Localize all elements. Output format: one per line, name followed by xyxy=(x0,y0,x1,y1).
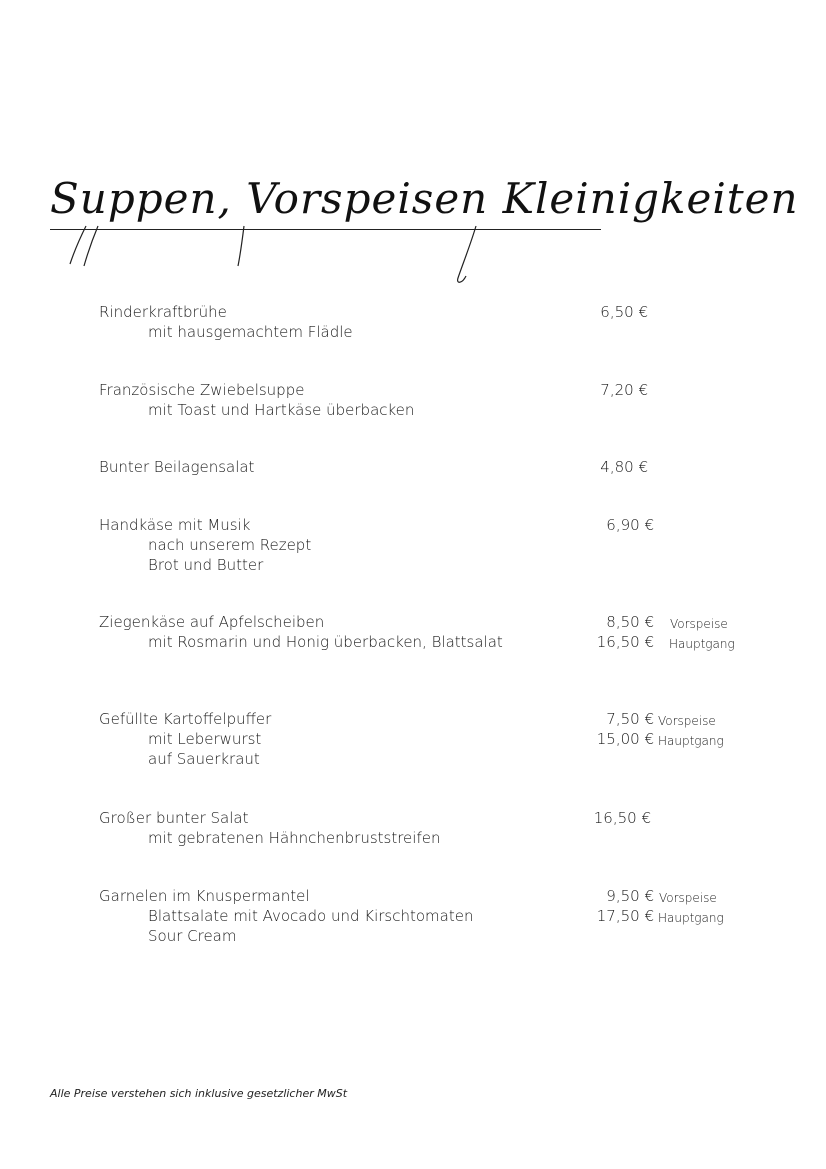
item-description: auf Sauerkraut xyxy=(148,750,260,768)
price-note: Vorspeise xyxy=(658,714,716,728)
item-name: Gefüllte Kartoffelpuffer xyxy=(99,710,272,728)
item-price: 4,80 € xyxy=(600,458,648,476)
item-description: mit gebratenen Hähnchenbruststreifen xyxy=(148,829,441,847)
page-title: Suppen, Vorspeisen Kleinigkeiten xyxy=(50,174,799,223)
price-note: Hauptgang xyxy=(669,637,735,651)
price-note: Hauptgang xyxy=(658,911,724,925)
item-name: Französische Zwiebelsuppe xyxy=(99,381,305,399)
item-price: 16,50 € xyxy=(593,809,651,827)
item-description: Blattsalate mit Avocado und Kirschtomaten xyxy=(148,907,474,925)
item-name: Bunter Beilagensalat xyxy=(99,458,255,476)
item-price: 7,50 € xyxy=(606,710,654,728)
item-price: 6,90 € xyxy=(606,516,654,534)
item-price: 9,50 € xyxy=(606,887,654,905)
item-name: Rinderkraftbrühe xyxy=(99,303,227,321)
item-price: 7,20 € xyxy=(600,381,648,399)
item-price: 6,50 € xyxy=(600,303,648,321)
title-flourish xyxy=(0,0,826,300)
item-description: Sour Cream xyxy=(148,927,237,945)
item-name: Großer bunter Salat xyxy=(99,809,249,827)
item-name: Ziegenkäse auf Apfelscheiben xyxy=(99,613,325,631)
price-note: Vorspeise xyxy=(659,891,717,905)
item-price: 15,00 € xyxy=(596,730,654,748)
vat-footnote: Alle Preise verstehen sich inklusive gesetzlicher MwSt xyxy=(50,1087,348,1100)
item-name: Garnelen im Knuspermantel xyxy=(99,887,310,905)
price-note: Hauptgang xyxy=(658,734,724,748)
item-price: 17,50 € xyxy=(596,907,654,925)
item-name: Handkäse mit Musik xyxy=(99,516,251,534)
item-description: nach unserem Rezept xyxy=(148,536,312,554)
price-note: Vorspeise xyxy=(670,617,728,631)
item-price: 16,50 € xyxy=(596,633,654,651)
item-description: mit hausgemachtem Flädle xyxy=(148,323,353,341)
item-description: mit Rosmarin und Honig überbacken, Blattsalat xyxy=(148,633,503,651)
item-description: mit Leberwurst xyxy=(148,730,262,748)
item-description: mit Toast und Hartkäse überbacken xyxy=(148,401,415,419)
item-price: 8,50 € xyxy=(606,613,654,631)
item-description: Brot und Butter xyxy=(148,556,264,574)
